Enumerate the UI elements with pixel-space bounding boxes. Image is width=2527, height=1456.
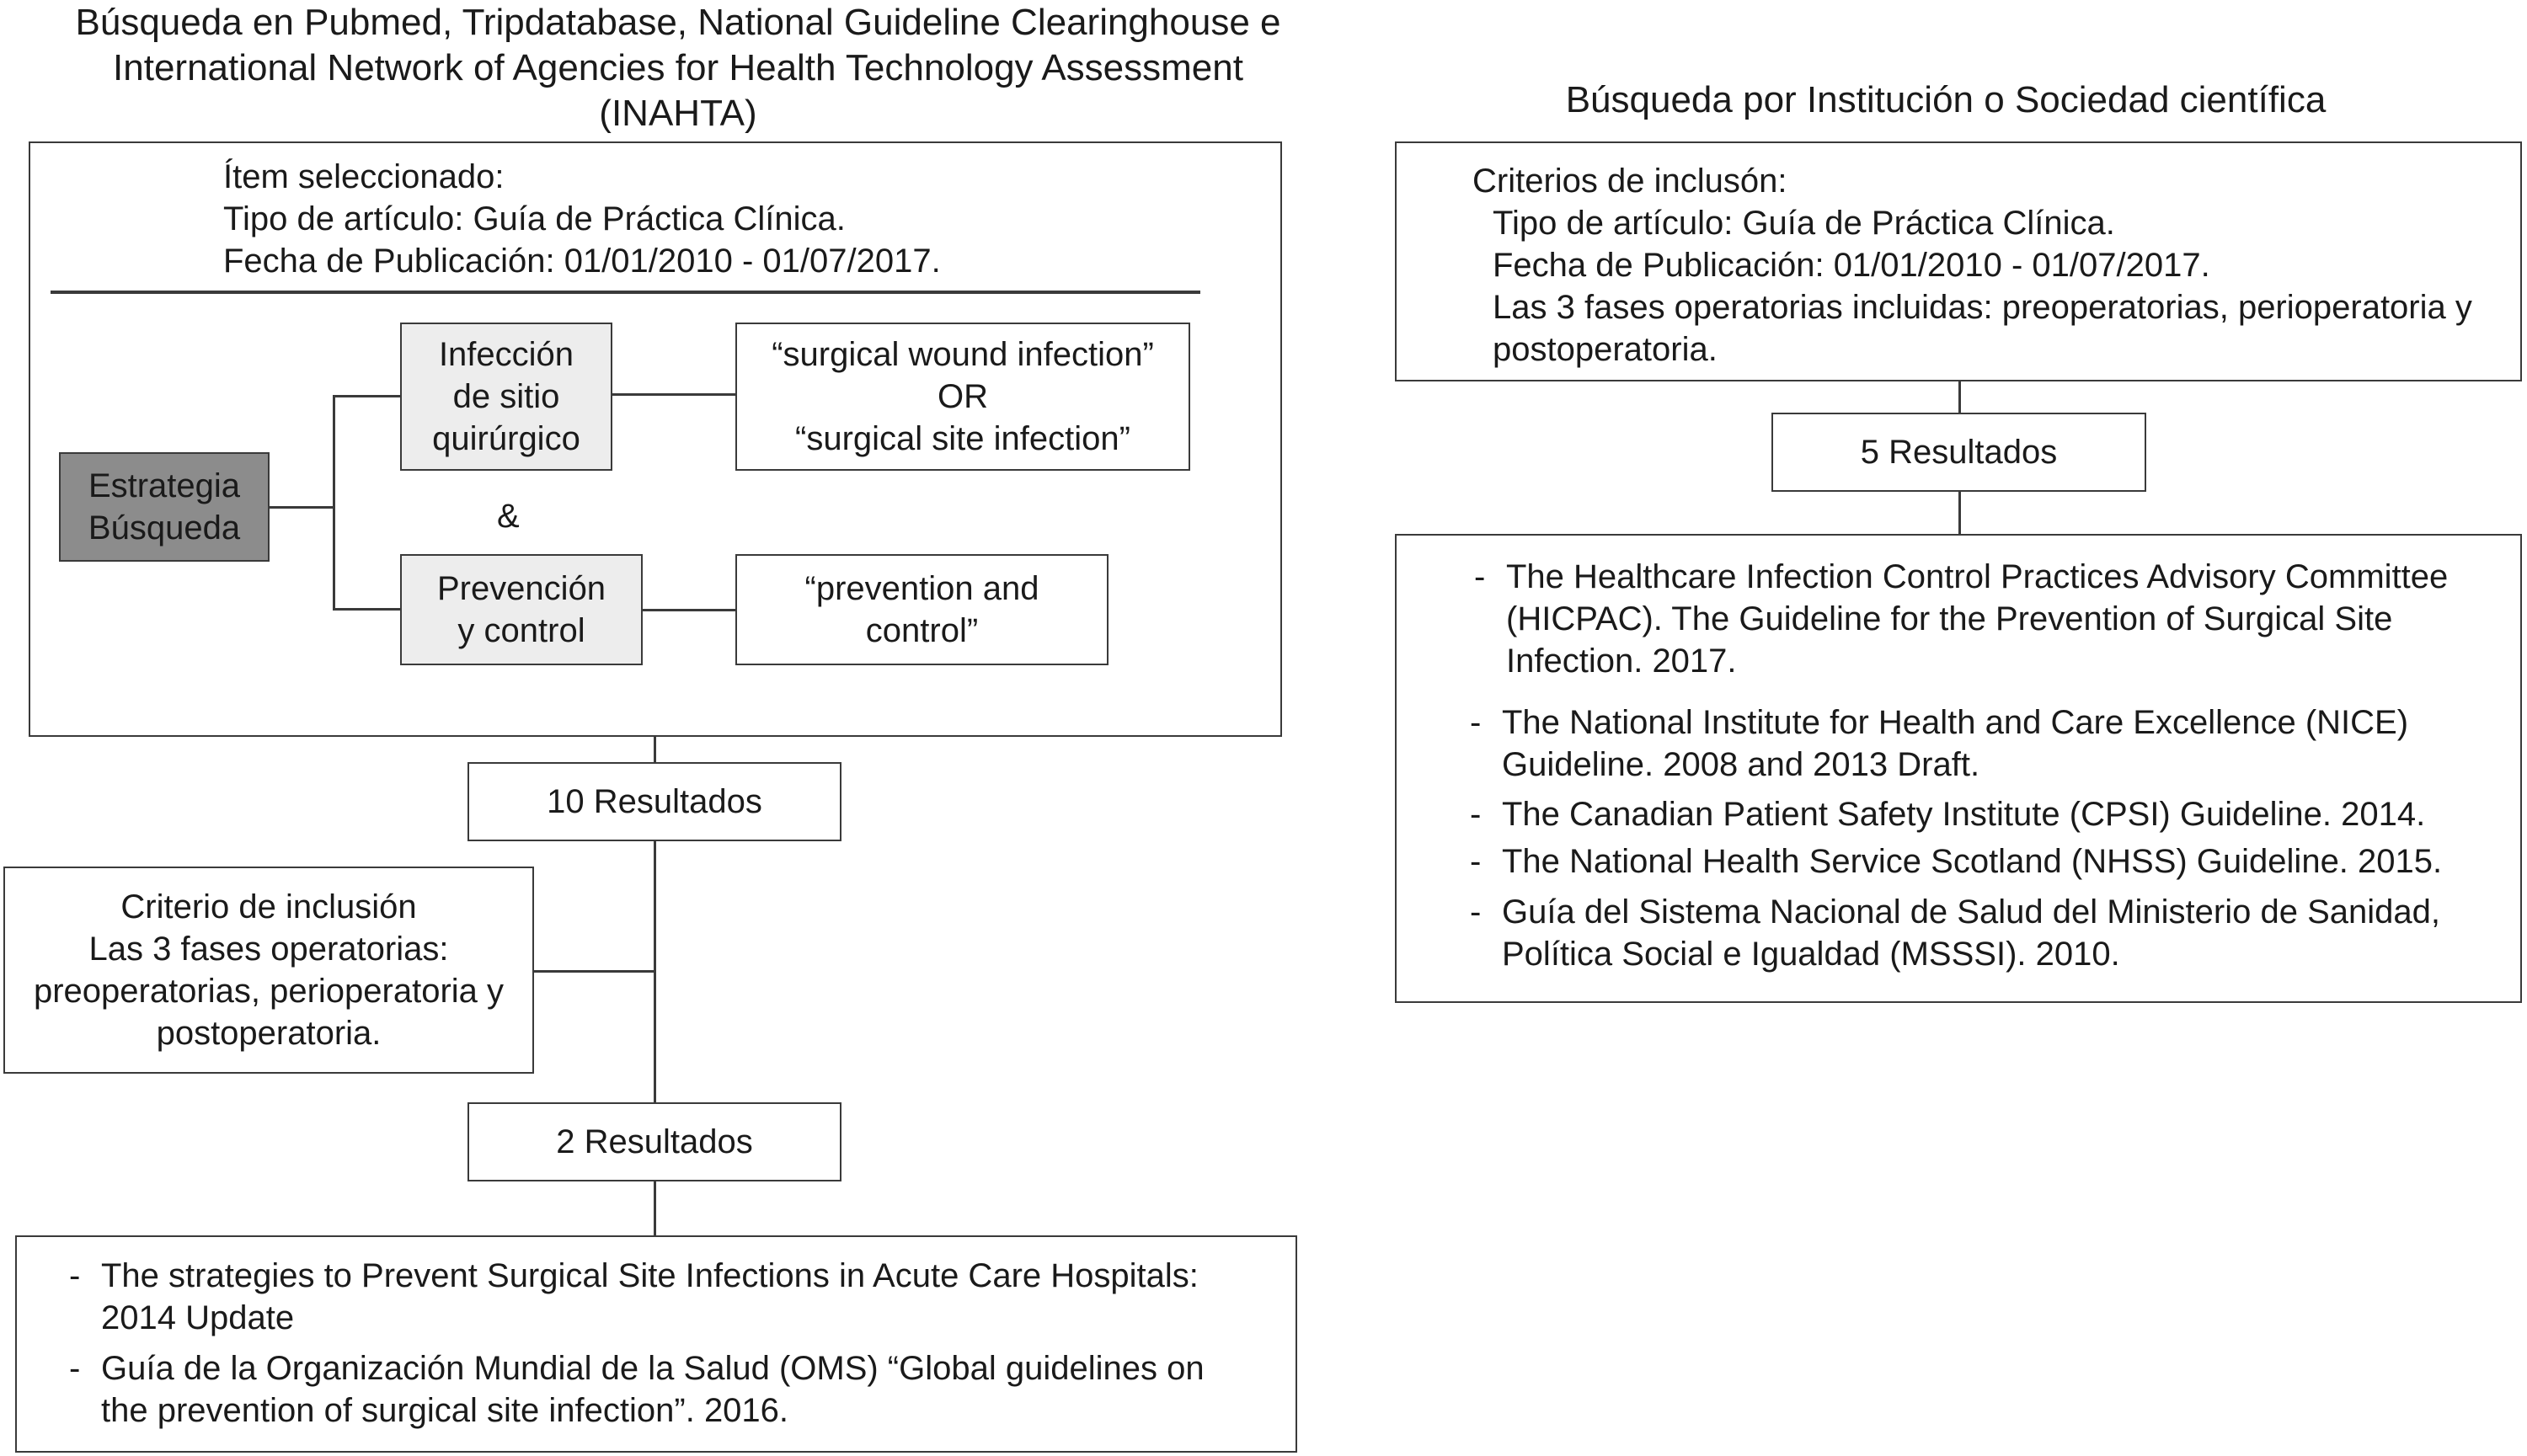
list-item: - Guía del Sistema Nacional de Salud del Ministerio de Sanidad, Política Social e Igualdad (MSSSI). 2010. (1470, 893, 2440, 973)
term-box-prevention: Prevención y control (400, 554, 643, 665)
results-box-2: 2 Resultados (467, 1102, 841, 1181)
connector-strategy-out (270, 506, 333, 509)
separator-rule (51, 291, 1200, 294)
results-box-10: 10 Resultados (467, 762, 841, 841)
connector-criterion (534, 970, 654, 973)
query-box-infection: “surgical wound infection” OR “surgical site infection” (735, 323, 1190, 471)
connector-term2-query2 (643, 609, 735, 611)
connector-to-term1 (333, 395, 400, 397)
and-operator: & (497, 498, 520, 535)
list-item: - The strategies to Prevent Surgical Site Infections in Acute Care Hospitals: 2014 Update (69, 1257, 1199, 1336)
list-item: - The National Health Service Scotland (NHSS) Guideline. 2015. (1470, 843, 2443, 880)
connector-results1-results2 (654, 841, 656, 1102)
results-box-5: 5 Resultados (1771, 413, 2146, 492)
right-title: Búsqueda por Institución o Sociedad científica (1565, 79, 2327, 120)
connector-criteria-results (1958, 381, 1961, 413)
connector-bracket-vertical (333, 395, 335, 610)
list-item: - The Canadian Patient Safety Institute (CPSI) Guideline. 2014. (1470, 796, 2426, 833)
strategy-box: Estrategia Búsqueda (59, 452, 270, 562)
right-criteria-heading: Criterios de inclusón: (1472, 163, 1787, 200)
list-item: - The National Institute for Health and Care Excellence (NICE) Guideline. 2008 and 2013 Draft. (1470, 704, 2409, 783)
term-box-infection: Infección de sitio quirúrgico (400, 323, 612, 471)
left-title: Búsqueda en Pubmed, Tripdatabase, National Guideline Clearinghouse e International Network of Agencies for Health Technology Assessment (INAHTA) (75, 2, 1281, 134)
connector-term1-query1 (612, 393, 735, 396)
connector-to-term2 (333, 608, 400, 611)
inclusion-criterion-box: Criterio de inclusión Las 3 fases operatorias: preoperatorias, perioperatoria y postoperatoria. (3, 867, 534, 1074)
selected-items-text: Ítem seleccionado: Tipo de artículo: Guía de Práctica Clínica. Fecha de Publicación: 01/01/2010 - 01/07/2017. (223, 158, 941, 280)
query-box-prevention: “prevention and control” (735, 554, 1109, 665)
connector-results2-final (654, 1181, 656, 1235)
list-item: - Guía de la Organización Mundial de la Salud (OMS) “Global guidelines on the prevention of surgical site infection”. 2016. (69, 1350, 1205, 1429)
connector-results-guidelines (1958, 492, 1961, 534)
right-criteria-text: Tipo de artículo: Guía de Práctica Clínica. Fecha de Publicación: 01/01/2010 - 01/07/2017. Las 3 fases operatorias incluidas: preoperatorias, perioperatoria y postoperatoria. (1493, 205, 2472, 368)
list-item: - The Healthcare Infection Control Practices Advisory Committee (HICPAC). The Guideline for the Prevention of Surgical Site Infection. 2017. (1474, 558, 2449, 680)
connector-search-results1 (654, 737, 656, 762)
